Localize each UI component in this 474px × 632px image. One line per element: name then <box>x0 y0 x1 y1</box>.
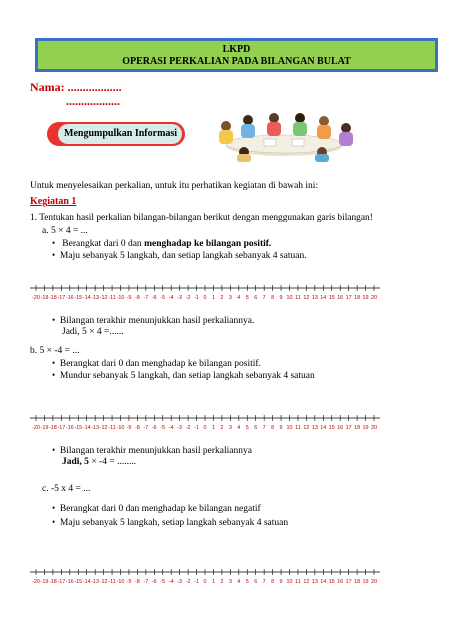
kegiatan-title: Kegiatan 1 <box>30 196 77 207</box>
title-line-2: OPERASI PERKALIAN PADA BILANGAN BULAT <box>122 56 351 67</box>
number-line-tick-label: 19 <box>362 425 369 431</box>
number-line-tick-label: -20 <box>32 425 40 431</box>
number-line-tick-label: 11 <box>295 579 301 585</box>
bullet-icon: • <box>52 517 56 527</box>
number-line-tick-label: 8 <box>271 579 275 585</box>
number-line-tick-label: -13 <box>91 295 100 301</box>
number-line-tick-label: -20 <box>32 295 40 301</box>
number-line-tick-label: -19 <box>40 579 49 585</box>
number-line-tick-label: 4 <box>237 579 241 585</box>
part-b-bullet-1-text: Berangkat dari 0 dan menghadap ke bilangan positif. <box>59 359 261 369</box>
number-line-tick-label: 6 <box>254 579 258 585</box>
number-line-tick-label: -10 <box>116 295 125 301</box>
number-line-tick-label: 17 <box>345 295 352 301</box>
number-line-tick-label: 16 <box>337 579 344 585</box>
number-line-tick-label: 4 <box>237 295 241 301</box>
number-line-tick-label: -10 <box>116 579 125 585</box>
number-line-tick-label: -11 <box>108 425 116 431</box>
part-c-bullet-1 <box>52 502 261 515</box>
number-line-tick-label: -15 <box>74 579 83 585</box>
number-line-tick-label: -10 <box>116 425 125 431</box>
number-line-tick-label: -2 <box>185 425 191 431</box>
number-line-tick-label: 0 <box>203 295 207 301</box>
number-line-tick-label: -16 <box>65 579 74 585</box>
number-line-tick-label: -2 <box>185 579 191 585</box>
number-line-tick-label: -16 <box>65 425 74 431</box>
number-line-tick-label: 1 <box>211 425 215 431</box>
number-line-tick-label: -5 <box>160 425 166 431</box>
part-b-bullet-2-text: Mundur sebanyak 5 langkah, dan setiap langkah sebanyak 4 satuan <box>59 371 315 381</box>
part-c-label: c. -5 x 4 = ... <box>42 484 91 494</box>
number-line-tick-label: 16 <box>337 295 344 301</box>
bullet-icon: • <box>52 250 56 260</box>
section-label: Mengumpulkan Informasi <box>58 124 182 144</box>
number-line-tick-label: 5 <box>245 295 249 301</box>
number-line-tick-label: -6 <box>151 425 157 431</box>
number-line-tick-label: 12 <box>303 425 310 431</box>
number-line-tick-label: -4 <box>168 425 174 431</box>
number-line-tick-label: 0 <box>203 579 207 585</box>
number-line-tick-label: -3 <box>177 295 183 301</box>
number-line-tick-label: -4 <box>168 579 174 585</box>
part-a-label: a. 5 × 4 = ... <box>42 226 88 236</box>
number-line-tick-label: -19 <box>40 295 49 301</box>
number-line-tick-label: 2 <box>220 579 224 585</box>
number-line-tick-label: 15 <box>328 579 335 585</box>
number-line-tick-label: -3 <box>177 425 183 431</box>
number-line-tick-label: 11 <box>295 295 301 301</box>
number-line-tick-label: 13 <box>311 295 318 301</box>
number-line-tick-label: -9 <box>126 579 132 585</box>
number-line-tick-label: -5 <box>160 295 166 301</box>
number-line-tick-label: -13 <box>91 425 100 431</box>
number-line-tick-label: 10 <box>286 295 293 301</box>
bullet-icon: • <box>52 315 56 325</box>
number-line-tick-label: 2 <box>220 295 224 301</box>
number-line-tick-label: 18 <box>354 579 361 585</box>
number-line-tick-label: -15 <box>74 425 83 431</box>
number-line-tick-label: 16 <box>337 425 344 431</box>
number-line-tick-label: -8 <box>135 579 140 585</box>
number-line-tick-label: 3 <box>228 425 232 431</box>
number-line-tick-label: -17 <box>57 579 66 585</box>
nama-label: Nama: <box>30 80 65 94</box>
number-line-tick-label: 7 <box>262 425 266 431</box>
part-a-bullet-1-bold: menghadap ke bilangan positif. <box>144 239 272 249</box>
number-line-tick-label: -7 <box>143 425 149 431</box>
number-line-tick-label: 9 <box>279 579 283 585</box>
part-a-bullet-1-text: Berangkat dari 0 dan <box>62 239 145 249</box>
nama-dots-1: .................. <box>67 80 122 94</box>
number-line-tick-label: 13 <box>311 579 318 585</box>
number-line-tick-label: 9 <box>279 295 283 301</box>
number-line-tick-label: -16 <box>65 295 74 301</box>
number-line-tick-label: 11 <box>295 425 301 431</box>
number-line-tick-label: 17 <box>345 579 352 585</box>
number-line-tick-label: -1 <box>194 579 199 585</box>
number-line-tick-label: 1 <box>211 579 215 585</box>
number-line-tick-label: -12 <box>99 579 108 585</box>
part-a-bullet-2-text: Maju sebanyak 5 langkah, dan setiap langkah sebanyak 4 satuan. <box>59 251 307 261</box>
number-line-tick-label: -14 <box>82 425 91 431</box>
part-c-bullet-2 <box>52 516 288 529</box>
number-line-tick-label: 0 <box>203 425 207 431</box>
number-line-tick-label: -3 <box>177 579 183 585</box>
bullet-icon: • <box>52 503 56 513</box>
intro-text: Untuk menyelesaikan perkalian, untuk itu perhatikan kegiatan di bawah ini: <box>30 181 319 191</box>
number-line-tick-label: -9 <box>126 425 132 431</box>
number-line-tick-label: 20 <box>371 425 377 431</box>
number-line-tick-label: 20 <box>371 579 377 585</box>
number-line-tick-label: -18 <box>49 425 57 431</box>
number-line-tick-label: -5 <box>160 579 166 585</box>
nama-block <box>30 80 122 94</box>
number-line-tick-label: -17 <box>57 425 66 431</box>
part-b-label: b. 5 × -4 = ... <box>30 346 80 356</box>
number-line-tick-label: 10 <box>286 425 293 431</box>
instruction-text: 1. Tentukan hasil perkalian bilangan-bilangan berikut dengan menggunakan garis bilangan! <box>30 213 373 223</box>
bullet-icon: • <box>52 445 56 455</box>
title-line-1: LKPD <box>222 44 251 55</box>
number-line-tick-label: -13 <box>91 579 100 585</box>
part-a-conclusion-2: Jadi, 5 × 4 =...... <box>62 327 124 337</box>
number-line-tick-label: -6 <box>151 579 157 585</box>
number-line-tick-label: 19 <box>362 295 369 301</box>
number-line-tick-label: -14 <box>82 295 91 301</box>
number-line-tick-label: -17 <box>57 295 66 301</box>
bullet-icon: • <box>52 370 56 380</box>
number-line-tick-label: -14 <box>82 579 91 585</box>
number-line-tick-label: -8 <box>135 295 140 301</box>
number-line-tick-label: 6 <box>254 425 258 431</box>
number-line-tick-label: -11 <box>108 579 116 585</box>
title-banner <box>35 38 438 72</box>
number-line-tick-label: -6 <box>151 295 157 301</box>
number-line-tick-label: 3 <box>228 295 232 301</box>
number-line-tick-label: 6 <box>254 295 258 301</box>
number-line-tick-label: 4 <box>237 425 241 431</box>
part-b-conclusion-2-bold: Jadi, 5 <box>62 457 89 467</box>
number-line-tick-label: -19 <box>40 425 49 431</box>
part-b-conclusion-1-text: Bilangan terakhir menunjukkan hasil perkaliannya <box>59 446 252 456</box>
number-line-tick-label: 20 <box>371 295 377 301</box>
number-line-tick-label: 10 <box>286 579 293 585</box>
nama-dots-2: .................. <box>66 94 120 108</box>
number-line-tick-label: 12 <box>303 295 310 301</box>
number-line-tick-label: 14 <box>320 579 327 585</box>
number-line-tick-label: -2 <box>185 295 191 301</box>
number-line-tick-label: 15 <box>328 425 335 431</box>
number-line-tick-label: 9 <box>279 425 283 431</box>
number-line-a <box>30 278 380 308</box>
number-line-b <box>30 408 380 438</box>
number-line-tick-label: 7 <box>262 295 266 301</box>
number-line-tick-label: 14 <box>320 295 327 301</box>
part-b-bullet-2 <box>52 369 315 382</box>
part-c-bullet-2-text: Maju sebanyak 5 langkah, setiap langkah sebanyak 4 satuan <box>59 518 289 528</box>
number-line-tick-label: 12 <box>303 579 310 585</box>
number-line-tick-label: -18 <box>49 579 57 585</box>
people-around-table-illustration <box>204 112 362 162</box>
number-line-tick-label: -1 <box>194 295 199 301</box>
number-line-tick-label: 5 <box>245 425 249 431</box>
part-c-bullet-1-text: Berangkat dari 0 dan menghadap ke bilangan negatif <box>59 504 261 514</box>
number-line-tick-label: 18 <box>354 295 361 301</box>
number-line-tick-label: 7 <box>262 579 266 585</box>
number-line-tick-label: 18 <box>354 425 361 431</box>
number-line-tick-label: -15 <box>74 295 83 301</box>
part-b-conclusion-2 <box>62 456 136 468</box>
number-line-tick-label: 5 <box>245 579 249 585</box>
number-line-tick-label: 14 <box>320 425 327 431</box>
number-line-tick-label: 3 <box>228 579 232 585</box>
part-a-bullet-2 <box>52 249 307 262</box>
bullet-icon: • <box>52 358 56 368</box>
number-line-tick-label: 1 <box>211 295 215 301</box>
number-line-tick-label: -20 <box>32 579 40 585</box>
number-line-c <box>30 562 380 592</box>
number-line-tick-label: -12 <box>99 295 108 301</box>
number-line-tick-label: -7 <box>143 579 149 585</box>
part-b-conclusion-2-text: × -4 = ........ <box>88 457 137 467</box>
number-line-tick-label: 8 <box>271 425 275 431</box>
part-a-conclusion-1-text: Bilangan terakhir menunjukkan hasil perkaliannya. <box>59 316 255 326</box>
number-line-tick-label: -12 <box>99 425 108 431</box>
number-line-tick-label: -18 <box>49 295 57 301</box>
number-line-tick-label: 13 <box>311 425 318 431</box>
number-line-tick-label: 2 <box>220 425 224 431</box>
number-line-tick-label: -1 <box>194 425 199 431</box>
number-line-tick-label: -8 <box>135 425 140 431</box>
number-line-tick-label: 8 <box>271 295 275 301</box>
number-line-tick-label: -4 <box>168 295 174 301</box>
bullet-icon: • <box>52 238 56 248</box>
number-line-tick-label: -7 <box>143 295 149 301</box>
number-line-tick-label: -11 <box>108 295 116 301</box>
number-line-tick-label: 17 <box>345 425 352 431</box>
number-line-tick-label: 15 <box>328 295 335 301</box>
number-line-tick-label: 19 <box>362 579 369 585</box>
number-line-tick-label: -9 <box>126 295 132 301</box>
